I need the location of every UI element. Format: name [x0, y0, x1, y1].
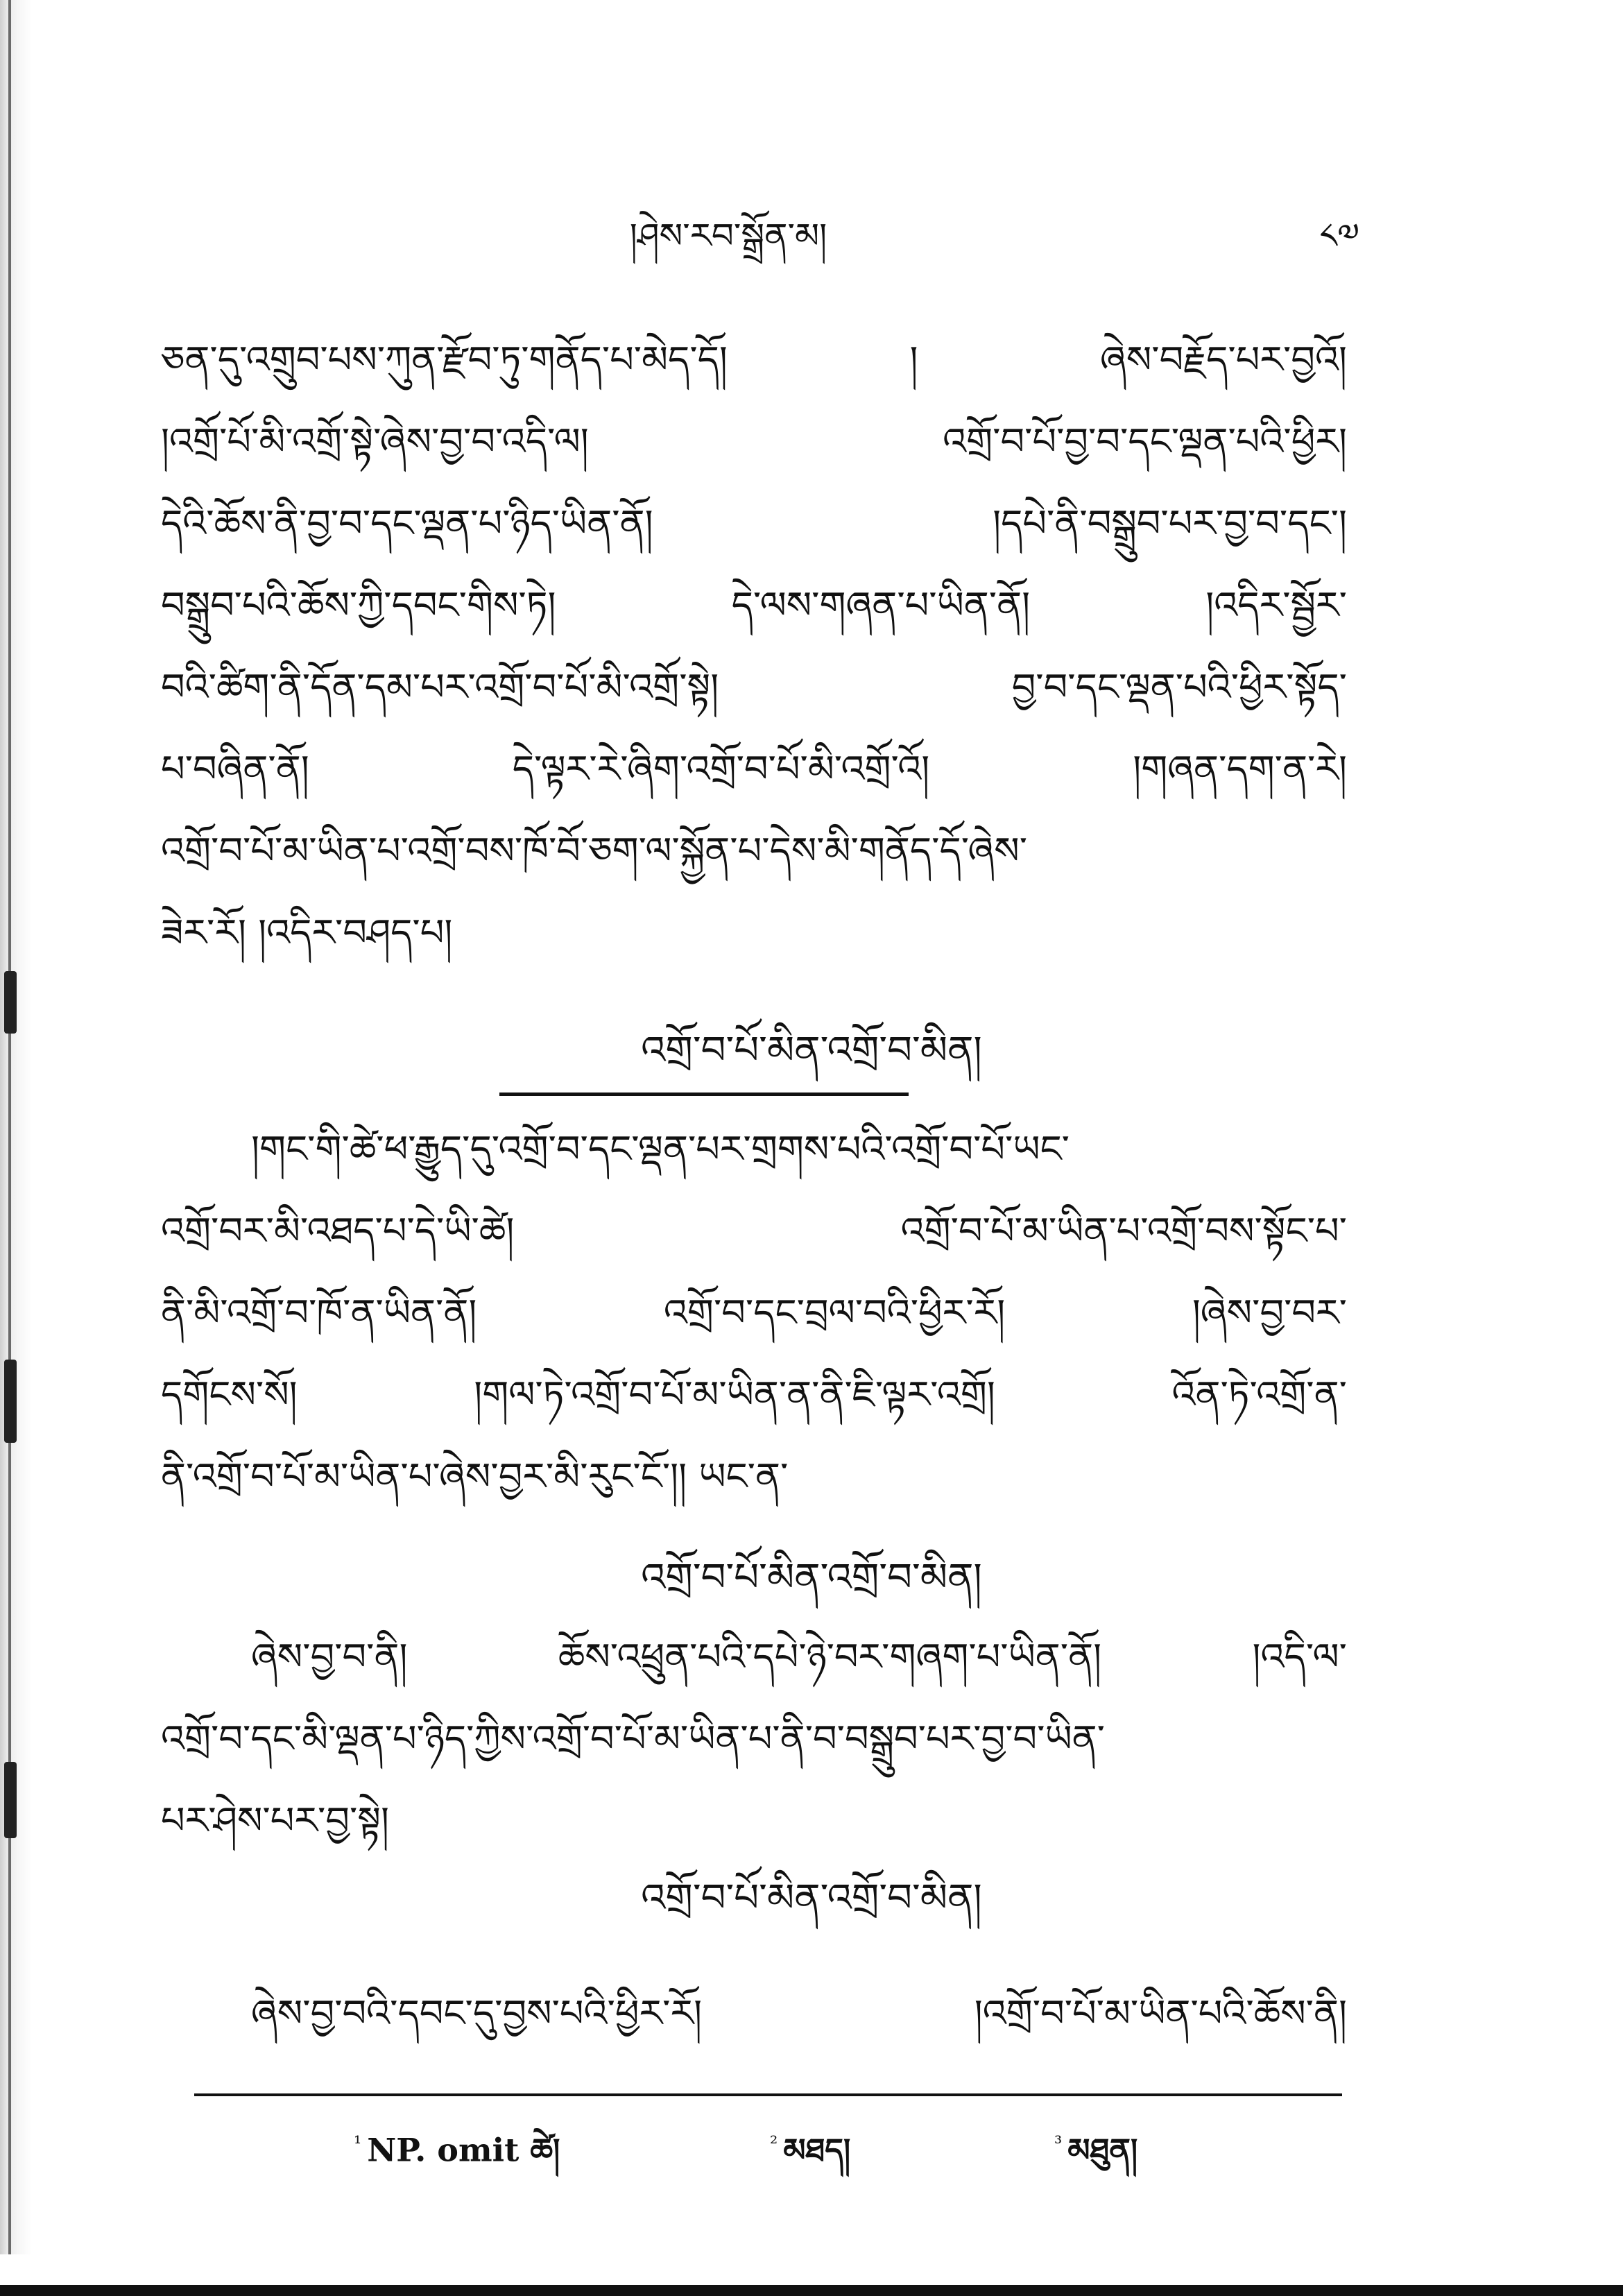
footnote-divider [194, 2093, 1342, 2096]
paragraph-1 [161, 319, 1347, 974]
footnote-text: མཐད། [783, 2131, 851, 2169]
footnote-marker: ¹ [354, 2132, 362, 2154]
text-line: ནི་འགྲོ་བ་པོ་མ་ཡིན་པ་ཞེས་བྱར་མི་རུང་ངོ་།། ཡང་ན་ [161, 1455, 789, 1498]
text-line: པར་ཤེས་པར་བྱ་སྟེ། [161, 1799, 390, 1842]
text-line: ཟེར་རོ། །འདིར་བཤད་པ། [161, 911, 453, 954]
running-title: །ཤེས་རབ་སྒྲོན་མ། [629, 216, 827, 256]
text-line: ནི་མི་འགྲོ་བ་ཁོ་ན་ཡིན་ནོ། འགྲོ་བ་དང་བྲལ་བའི་ཕྱིར་རོ། །ཞེས་བྱ་བར་ [161, 1291, 1347, 1335]
text-line: དགོངས་སོ། །གལ་ཏེ་འགྲོ་བ་པོ་མ་ཡིན་ན་ནི་ཇི་ལྟར་འགྲོ། འོན་ཏེ་འགྲོ་ན་ [161, 1373, 1347, 1416]
text-line: འགྲོ་བར་མི་འཐད་པ་དེ་ཡི་ཚེ། འགྲོ་བ་པོ་མ་ཡིན་པ་འགྲོ་བས་སྟོང་པ་ [161, 1209, 1347, 1253]
text-line: ཞེས་བྱ་བ་ནི། ཆོས་འཕྲུན་པའི་དཔེ་ཉེ་བར་གཞག་པ་ཡིན་ནོ། །འདི་ལ་ [251, 1635, 1347, 1679]
text-line: འགྲོ་བ་པོ་མ་ཡིན་པ་འགྲོ་བས་ཁོ་བོ་ཅག་ལ་སྐྱོན་པ་དེས་མི་གནོད་དོ་ཞེས་ [161, 829, 1028, 873]
footnotes [0, 2116, 1623, 2171]
paragraph-3 [161, 1616, 1347, 1862]
bottom-scan-edge [0, 2285, 1623, 2296]
text-line: བསྒྲུབ་པའི་ཆོས་ཀྱི་དབང་གིས་ཏེ། དེ་ལས་གཞན་པ་ཡིན་ནོ། །འདིར་སྦྱོར་ [161, 583, 1347, 627]
footnote-text: མཐུན། [1067, 2131, 1138, 2169]
verse-heading-1: འགྲོ་བ་པོ་མིན་འགྲོ་བ་མིན། [641, 1028, 982, 1073]
paragraph-2 [161, 1108, 1347, 1518]
text-line: ཅན་དུ་འགྲུབ་པས་ཀུན་རྫོབ་ཏུ་གནོད་པ་མེད་དོ། ། ཞེས་བརྗོད་པར་བྱའོ། [161, 338, 1347, 382]
text-line: འགྲོ་བ་དང་མི་ལྡན་པ་ཉིད་ཀྱིས་འགྲོ་བ་པོ་མ་ཡིན་པ་ནི་བ་བསྒྲུབ་པར་བྱ་བ་ཡིན་ [161, 1717, 1106, 1760]
text-line: བའི་ཚིག་ནི་དོན་དམ་པར་འགྲོ་བ་པོ་མི་འགྲོ་སྟེ། བྱ་བ་དང་ལྡན་པའི་ཕྱིར་སྟོད་ [161, 665, 1347, 709]
footnote-1 [354, 2116, 560, 2177]
text-line: ཞེས་བྱ་བའི་དབང་དུ་བྱས་པའི་ཕྱིར་རོ། །འགྲོ་བ་པོ་མ་ཡིན་པའི་ཆོས་ནི། [251, 1991, 1347, 2035]
footnote-2 [770, 2116, 850, 2177]
verse-heading-2: འགྲོ་བ་པོ་མིན་འགྲོ་བ་མིན། [641, 1555, 982, 1600]
page-number: ༨༧ [1319, 216, 1359, 256]
footnote-marker: ³ [1054, 2132, 1063, 2154]
binding-mark [4, 1360, 17, 1443]
footnote-text: NP. omit ཚེ། [367, 2131, 560, 2169]
paragraph-4 [161, 1973, 1347, 2055]
footnote-3 [1054, 2116, 1137, 2177]
binding-mark [4, 1762, 17, 1838]
text-line: པ་བཞིན་ནོ། དེ་ལྟར་རེ་ཞིག་འགྲོ་བ་པོ་མི་འགྲོ་འོ། །གཞན་དག་ན་རེ། [161, 747, 1347, 791]
verse-heading-3: འགྲོ་བ་པོ་མིན་འགྲོ་བ་མིན། [641, 1876, 982, 1921]
text-line: །འགྲོ་པོ་མི་འགྲོ་སྟེ་ཞེས་བྱ་བ་འདི་ལ། འགྲོ་བ་པོ་བྱ་བ་དང་ལྡན་པའི་ཕྱིར། [161, 420, 1347, 463]
page-header [0, 203, 1623, 279]
text-line: །གང་གི་ཚེ་ཕ་རྒྱུད་དུ་འགྲོ་བ་དང་ལྡན་པར་གྲགས་པའི་འགྲོ་བ་པོ་ཡང་ [251, 1127, 1070, 1171]
heading-underline [499, 1093, 909, 1096]
text-line: དེའི་ཆོས་ནི་བྱ་བ་དང་ལྡན་པ་ཉིད་ཡིན་ནོ། །དཔེ་ནི་བསྒྲུབ་པར་བྱ་བ་དང་། [161, 502, 1347, 545]
footnote-marker: ² [770, 2132, 778, 2154]
